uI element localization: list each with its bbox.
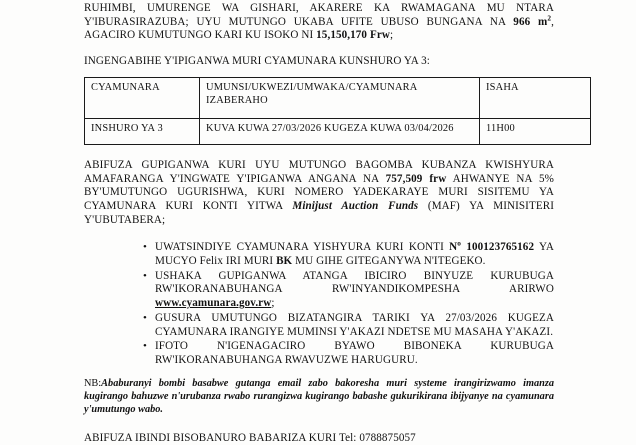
area-exponent: 2 — [547, 13, 552, 23]
cyamunara-website-link[interactable]: www.cyamunara.gov.rw — [155, 297, 272, 310]
footer-contact-line: ABIFUZA IBINDI BISOBANURO BABARIZA KURI Tel: 0788875057 — [84, 432, 416, 444]
bullet4-text: IFOTO N'IGENAGACIRO BYAWO BIBONEKA KURUBUGA RW'IKORANABUHANGA RWAVUZWE HARUGURU. — [155, 340, 554, 366]
table-row — [85, 118, 591, 144]
deposit-part3: (MAF) YA MINISITERI Y'UBUTABERA; — [84, 199, 555, 226]
bullet-icon: • — [143, 269, 147, 282]
table-cell-date-range: KUVA KUWA 27/03/2026 KUGEZA KUWA 03/04/2026 — [200, 118, 480, 144]
account-name: Minijust Auction Funds — [292, 199, 419, 212]
bullet1-part3: MU GIHE GITEGANYWA N'ITEGEKO. — [292, 255, 486, 268]
nb-label: NB: — [84, 377, 102, 389]
deposit-part1: ABIFUZA GUPIGANWA KURI UYU MUTUNGO BAGOMBA KUBANZA KWISHYURA AMAFARANGA Y'INGWATE Y'IPIGANWA ANGANA NA — [84, 158, 554, 185]
market-value: 15,150,170 Frw — [316, 29, 390, 42]
table-header-row — [85, 77, 591, 118]
intro-prefix: RUHIMBI, UMURENGE WA GISHARI, AKARERE KA RWAMAGANA MU NTARA Y'IBURASIRAZUBA; UYU MUTUNGO UKABA UFITE UBUSO BUNGANA NA — [84, 2, 554, 28]
intro-paragraph — [84, 2, 554, 43]
conditions-list — [84, 238, 554, 367]
bullet2-part3: ; — [271, 297, 275, 310]
table-header-date: UMUNSI/UKWEZI/UMWAKA/CYAMUNARA IZABERAHO — [200, 77, 480, 118]
nb-text: Ababuranyi bombi basabwe gutanga email zabo bakoresha muri systeme irangirizwamo imanza kugirango bahuzwe n'urubanza rwabo rurangizwa kugirango babashe gukurikirana ibijyanye na cyamunara y'umutungo wabo. — [84, 377, 554, 416]
bullet1-part2: YA MUCYO Felix IRI MURI — [155, 241, 554, 268]
bullet-icon: • — [143, 241, 147, 254]
bullet-icon: • — [143, 311, 147, 324]
table-header-cyamunara: CYAMUNARA — [85, 77, 200, 118]
bullet1-bank: BK — [276, 255, 293, 268]
list-item — [84, 312, 554, 339]
deposit-part2: AHWANYE NA 5% BY'UMUTUNGO UGURISHWA, KURI NOMERO YADEKARAYE MURI SISITEMU YA CYAMUNARA KURI KONTI YITWA — [84, 172, 555, 212]
bullet3-text: GUSURA UMUTUNGO BIZATANGIRA TARIKI YA 27/03/2026 KUGEZA CYAMUNARA IRANGIYE MUMINSI Y'AKAZI NDETSE MU MASAHA Y'AKAZI. — [155, 311, 554, 338]
account-number-sup: o — [457, 238, 462, 248]
auction-schedule-table — [84, 77, 591, 145]
bullet-icon: • — [143, 340, 147, 353]
document-body — [84, 2, 554, 416]
bullet2-part1: USHAKA GUPIGANWA ATANGA IBICIRO BINYUZE KURUBUGA RW'IKORANABUHANGA RW'INYANDIKOMPESHA ARIRWO — [155, 269, 554, 296]
deposit-amount: 757,509 frw — [385, 172, 447, 185]
list-item — [84, 238, 554, 268]
intro-middle: , AGACIRO KUMUTUNGO KARI KU ISOKO NI — [84, 15, 555, 42]
table-header-time: ISAHA — [480, 77, 591, 118]
schedule-heading: INGENGABIHE Y'IPIGANWA MURI CYAMUNARA KUNSHURO YA 3: — [84, 55, 430, 68]
list-item — [84, 270, 554, 311]
bullet1-account-number: $N^o$ 100123765162 — [449, 238, 535, 254]
area-value: 966 $m^2$ — [513, 13, 552, 28]
footer-contact-clip — [84, 432, 554, 445]
deposit-paragraph — [84, 159, 554, 228]
list-item — [84, 340, 554, 367]
table-cell-time: 11H00 — [480, 118, 591, 144]
bullet1-part1: UWATSINDIYE CYAMUNARA YISHYURA KURI KONTI — [155, 241, 450, 254]
intro-suffix: ; — [389, 29, 394, 42]
nb-note — [84, 377, 554, 417]
table-cell-round: INSHURO YA 3 — [85, 118, 200, 144]
